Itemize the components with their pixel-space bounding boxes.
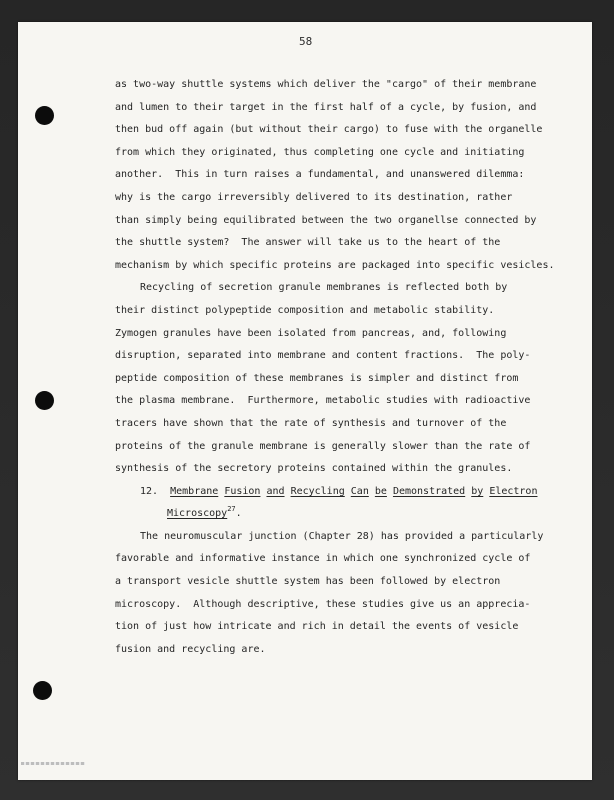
text-line: synthesis of the secretory proteins contained within the granules. (115, 463, 513, 475)
paragraph-2 (115, 277, 595, 480)
text-line: and lumen to their target in the first half of a cycle, by fusion, and (115, 101, 537, 113)
text-line: favorable and informative instance in which one synchronized cycle of (115, 553, 531, 565)
text-line: as two-way shuttle systems which deliver the "cargo" of their membrane (115, 79, 537, 90)
text-line: another. This in turn raises a fundamental, and unanswered dilemma: (115, 169, 525, 181)
text-line: microscopy. Although descriptive, these studies give us an apprecia- (115, 598, 531, 610)
heading-word: Recycling (290, 485, 345, 497)
text-line: fusion and recycling are. (115, 643, 266, 655)
heading-word: Microscopy (167, 508, 228, 520)
text-line: tion of just how intricate and rich in detail the events of vesicle (115, 621, 519, 633)
footnote-reference: 27 (227, 505, 236, 514)
section-heading (115, 481, 595, 526)
text-line: peptide composition of these membranes is simpler and distinct from (115, 372, 519, 384)
section-heading-line-1 (115, 481, 595, 504)
text-line: mechanism by which specific proteins are packaged into specific vesicles. (115, 259, 555, 271)
page-body (115, 74, 595, 661)
section-heading-line-2 (115, 503, 595, 526)
text-line: than simply being equilibrated between the two organellse connected by (115, 214, 537, 226)
heading-word: by (471, 485, 484, 497)
text-line: from which they originated, thus completing one cycle and initiating (115, 146, 525, 158)
heading-word: Membrane (170, 485, 219, 497)
section-number: 12. (140, 485, 159, 497)
text-line: tracers have shown that the rate of synthesis and turnover of the (115, 417, 507, 429)
text-line: then bud off again (but without their cargo) to fuse with the organelle (115, 124, 543, 136)
binder-hole-top (35, 106, 54, 125)
heading-word: and (266, 485, 285, 497)
text-line: Recycling of secretion granule membranes is reflected both by (140, 282, 508, 294)
text-line: the plasma membrane. Furthermore, metabolic studies with radioactive (115, 395, 531, 407)
heading-word: Can (350, 485, 369, 497)
text-line: proteins of the granule membrane is generally slower than the rate of (115, 440, 531, 452)
scanner-footer-mark (21, 762, 85, 765)
heading-period: . (235, 508, 242, 520)
text-line: the shuttle system? The answer will take us to the heart of the (115, 237, 501, 249)
heading-word: Electron (489, 485, 538, 497)
paragraph-3 (115, 526, 595, 662)
heading-word: be (374, 485, 387, 497)
page-number: 58 (299, 35, 313, 48)
binder-hole-bottom (33, 681, 52, 700)
text-line: The neuromuscular junction (Chapter 28) has provided a particularly (140, 530, 544, 542)
text-line: disruption, separated into membrane and content fractions. The poly- (115, 350, 531, 362)
text-line: Zymogen granules have been isolated from pancreas, and, following (115, 327, 507, 339)
heading-word: Demonstrated (392, 485, 466, 497)
text-line: why is the cargo irreversibly delivered to its destination, rather (115, 191, 513, 203)
text-line: their distinct polypeptide composition and metabolic stability. (115, 304, 495, 316)
paragraph-1 (115, 74, 595, 277)
text-line: a transport vesicle shuttle system has been followed by electron (115, 576, 501, 588)
binder-hole-middle (35, 391, 54, 410)
heading-word: Fusion (224, 485, 261, 497)
